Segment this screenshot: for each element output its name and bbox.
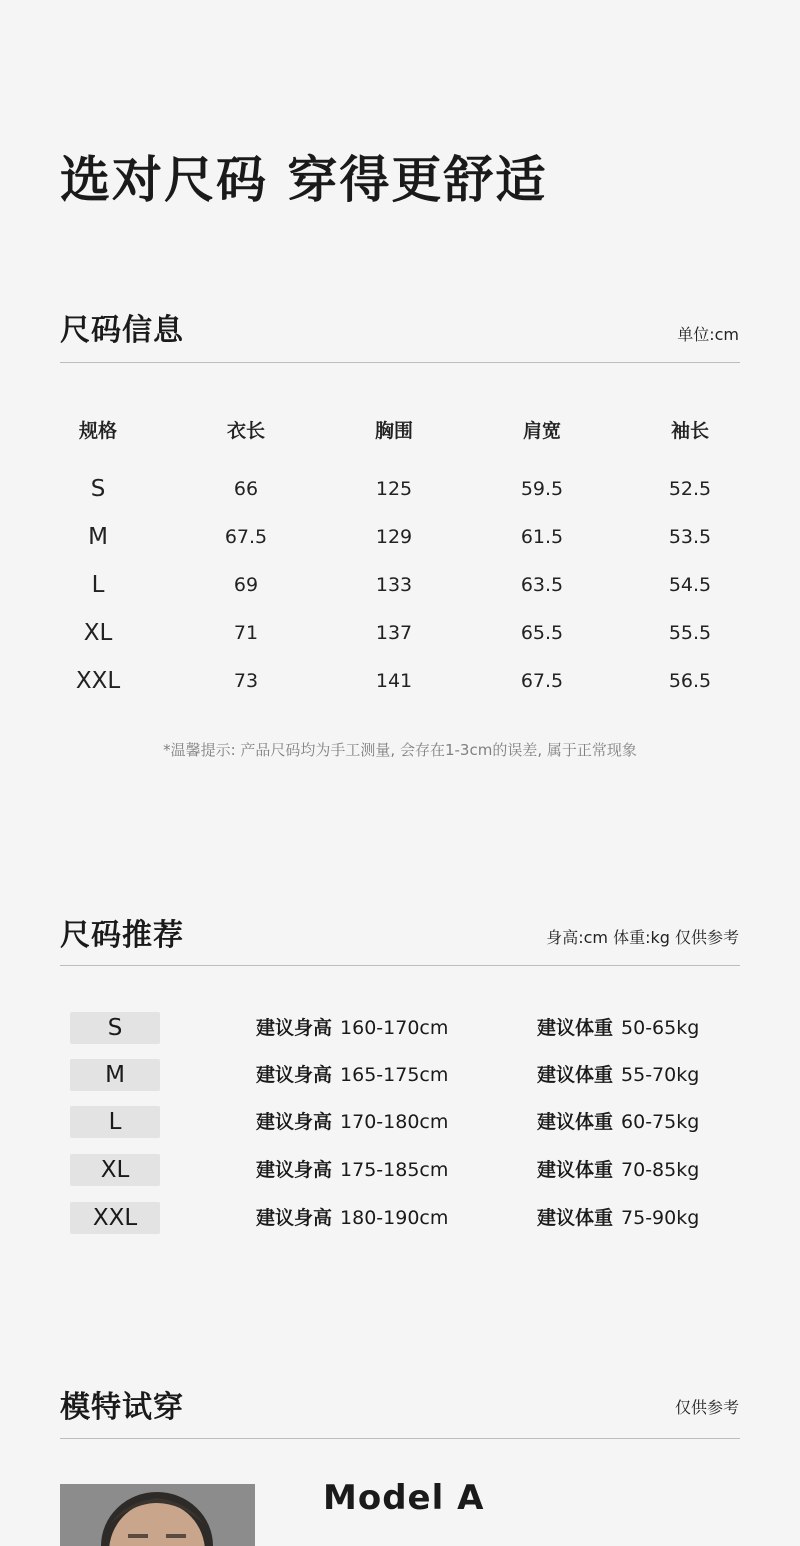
weight-recommendation (537, 1012, 699, 1045)
weight-label: 建议体重 (537, 1017, 614, 1039)
size-info-unit: 单位:cm (677, 325, 739, 344)
table-cell: 55.5 (668, 622, 712, 644)
recommend-row (60, 1059, 740, 1091)
recommend-row (60, 1202, 740, 1234)
weight-label: 建议体重 (537, 1159, 614, 1181)
height-value: 160-170cm (340, 1017, 449, 1039)
weight-value: 75-90kg (621, 1207, 700, 1229)
size-table (24, 405, 764, 705)
header-cell: 肩宽 (522, 419, 561, 442)
table-cell: 53.5 (668, 526, 712, 548)
height-recommendation (256, 1012, 448, 1045)
size-badge: L (70, 1106, 160, 1138)
table-cell: 63.5 (520, 574, 564, 596)
table-cell: 129 (375, 526, 413, 548)
table-cell: 73 (233, 670, 259, 692)
model-tryon-note: 仅供参考 (674, 1398, 739, 1417)
size-info-title: 尺码信息 (60, 313, 184, 348)
header-cell: 衣长 (226, 419, 265, 442)
header-cell: 规格 (78, 419, 117, 442)
table-cell: 71 (233, 622, 259, 644)
height-label: 建议身高 (256, 1111, 333, 1133)
recommend-row (60, 1154, 740, 1186)
model-tryon-title: 模特试穿 (60, 1390, 184, 1425)
table-cell: 59.5 (520, 478, 564, 500)
size-badge: XL (70, 1154, 160, 1186)
model-portrait-image (60, 1484, 255, 1546)
height-label: 建议身高 (256, 1017, 333, 1039)
model-name: Model A (323, 1478, 485, 1518)
size-cell: L (91, 572, 105, 598)
size-badge: M (70, 1059, 160, 1091)
table-row (24, 657, 764, 705)
recommend-row (60, 1106, 740, 1138)
model-photo (60, 1484, 255, 1546)
table-cell: 61.5 (520, 526, 564, 548)
height-value: 165-175cm (340, 1064, 449, 1086)
table-cell: 137 (375, 622, 413, 644)
size-cell: XXL (75, 668, 121, 694)
table-cell: 52.5 (668, 478, 712, 500)
weight-label: 建议体重 (537, 1111, 614, 1133)
weight-label: 建议体重 (537, 1207, 614, 1229)
table-row (24, 561, 764, 609)
height-label: 建议身高 (256, 1064, 333, 1086)
header-cell: 胸围 (374, 419, 413, 442)
size-recommend-divider (60, 965, 740, 966)
table-row (24, 465, 764, 513)
table-row (24, 513, 764, 561)
table-cell: 66 (233, 478, 259, 500)
size-badge: S (70, 1012, 160, 1044)
size-recommend-title: 尺码推荐 (60, 918, 184, 953)
measurement-tip: *温馨提示: 产品尺码均为手工测量, 会存在1-3cm的误差, 属于正常现象 (163, 741, 637, 759)
table-row (24, 609, 764, 657)
weight-recommendation (537, 1202, 699, 1235)
size-badge: XXL (70, 1202, 160, 1234)
height-label: 建议身高 (256, 1207, 333, 1229)
table-cell: 67.5 (224, 526, 268, 548)
header-cell: 袖长 (670, 419, 709, 442)
weight-value: 60-75kg (621, 1111, 700, 1133)
weight-value: 70-85kg (621, 1159, 700, 1181)
recommend-row (60, 1012, 740, 1044)
weight-value: 55-70kg (621, 1064, 700, 1086)
height-recommendation (256, 1202, 448, 1235)
height-value: 170-180cm (340, 1111, 449, 1133)
size-cell: XL (83, 620, 113, 646)
table-cell: 65.5 (520, 622, 564, 644)
height-value: 175-185cm (340, 1159, 449, 1181)
height-value: 180-190cm (340, 1207, 449, 1229)
height-label: 建议身高 (256, 1159, 333, 1181)
weight-recommendation (537, 1106, 699, 1139)
table-cell: 125 (375, 478, 413, 500)
table-cell: 54.5 (668, 574, 712, 596)
table-cell: 56.5 (668, 670, 712, 692)
weight-value: 50-65kg (621, 1017, 700, 1039)
weight-recommendation (537, 1059, 699, 1092)
page-title: 选对尺码 穿得更舒适 (60, 151, 548, 209)
height-recommendation (256, 1154, 448, 1187)
size-cell: M (88, 524, 108, 550)
size-info-divider (60, 362, 740, 363)
table-cell: 141 (375, 670, 413, 692)
weight-recommendation (537, 1154, 699, 1187)
table-cell: 67.5 (520, 670, 564, 692)
height-recommendation (256, 1059, 448, 1092)
table-cell: 69 (233, 574, 259, 596)
model-tryon-divider (60, 1438, 740, 1439)
weight-label: 建议体重 (537, 1064, 614, 1086)
table-cell: 133 (375, 574, 413, 596)
height-recommendation (256, 1106, 448, 1139)
size-recommend-note: 身高:cm 体重:kg 仅供参考 (546, 928, 739, 947)
size-cell: S (90, 476, 106, 502)
size-table-header (24, 405, 764, 453)
